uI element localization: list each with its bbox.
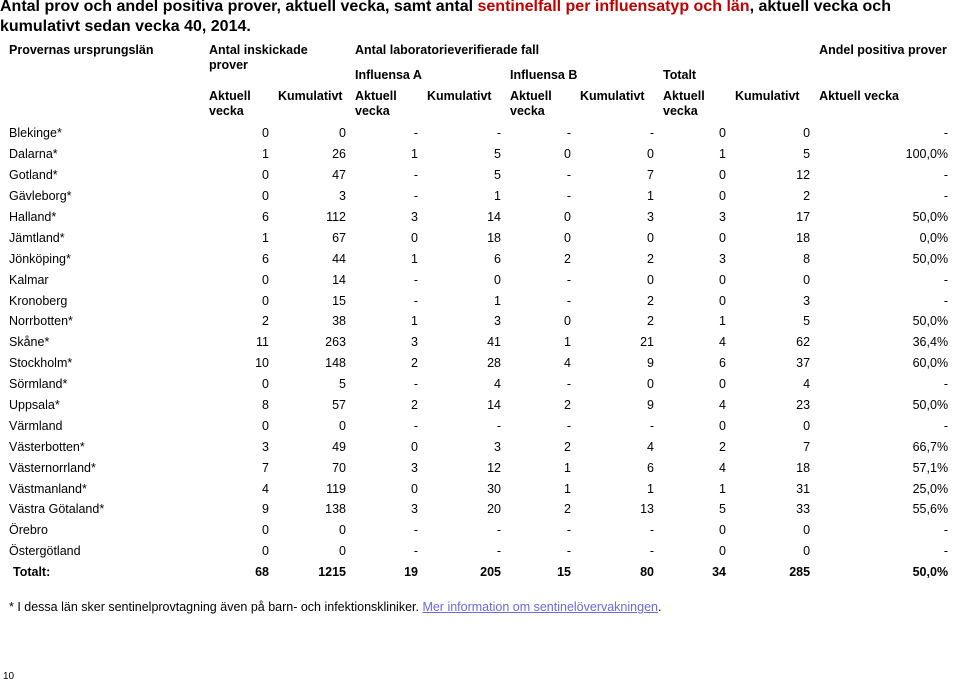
value-cell: 2 xyxy=(262,314,269,329)
title-text: Antal prov och andel positiva prover, aktuell vecka, samt antal xyxy=(0,0,478,15)
table-row xyxy=(5,332,953,353)
header-empty xyxy=(5,89,205,124)
value-cell: - xyxy=(413,168,418,183)
value-cell: 1 xyxy=(564,335,571,350)
value-cell: - xyxy=(413,189,418,204)
value-cell: 4 xyxy=(719,335,726,350)
influenza-table xyxy=(4,42,953,584)
header-region: Provernas ursprungslän xyxy=(9,43,154,57)
region-cell: Stockholm* xyxy=(9,356,73,371)
value-cell: 20 xyxy=(487,502,501,517)
value-cell: - xyxy=(566,418,571,433)
value-cell: 0 xyxy=(262,272,269,287)
value-cell: 0 xyxy=(262,523,269,538)
value-cell: - xyxy=(413,377,418,392)
value-cell: 11 xyxy=(256,335,269,350)
value-cell: - xyxy=(649,418,654,433)
value-cell: 0 xyxy=(262,544,269,559)
value-cell: 4 xyxy=(803,377,811,392)
value-cell: 1 xyxy=(262,147,269,162)
value-cell: 57 xyxy=(332,398,346,413)
value-cell: 2 xyxy=(719,439,726,454)
value-cell: 50,0% xyxy=(912,398,949,413)
value-cell: 2 xyxy=(411,398,418,413)
value-cell: 66,7% xyxy=(912,439,949,454)
value-cell: 2 xyxy=(647,293,654,308)
subheader-aktuell-vecka: Aktuell vecka xyxy=(510,89,552,118)
value-cell: 18 xyxy=(487,230,501,245)
page-title xyxy=(0,0,960,37)
value-cell: 0 xyxy=(719,523,726,538)
value-cell: 28 xyxy=(487,356,501,371)
page-number: 10 xyxy=(3,671,15,682)
region-cell: Totalt: xyxy=(5,562,205,583)
value-cell: 1 xyxy=(719,147,726,162)
value-cell: 17 xyxy=(796,210,811,224)
subheader-row xyxy=(5,89,953,124)
header-positive-share: Andel positiva prover xyxy=(819,43,947,57)
value-cell: 2 xyxy=(803,189,811,204)
value-cell: - xyxy=(413,272,418,287)
value-cell: 0 xyxy=(803,523,811,538)
value-cell: - xyxy=(413,418,418,433)
value-cell: 1 xyxy=(719,481,726,496)
value-cell: 0 xyxy=(719,168,726,183)
value-cell: 2 xyxy=(564,502,571,517)
value-cell: 57,1% xyxy=(912,460,949,475)
value-cell: 4 xyxy=(647,439,654,454)
region-cell: Örebro xyxy=(9,523,48,538)
value-cell: 3 xyxy=(647,210,654,224)
table-row xyxy=(5,458,953,479)
value-cell: 50,0% xyxy=(912,251,949,266)
table-row xyxy=(5,207,953,228)
value-cell: 1 xyxy=(564,481,571,496)
region-cell: Blekinge* xyxy=(9,126,62,141)
value-cell: 7 xyxy=(647,168,654,183)
value-cell: 0 xyxy=(564,147,571,162)
value-cell: - xyxy=(566,544,571,559)
value-cell: 3 xyxy=(719,210,726,224)
region-cell: Jönköping* xyxy=(9,251,71,266)
value-cell: 7 xyxy=(803,439,811,454)
subheader-kumulativt: Kumulativt xyxy=(427,89,492,103)
value-cell: - xyxy=(943,272,949,287)
value-cell: - xyxy=(413,126,418,141)
table-row xyxy=(5,270,953,291)
region-cell: Dalarna* xyxy=(9,147,58,162)
value-cell: - xyxy=(943,168,949,183)
value-cell: 2 xyxy=(564,251,571,266)
subheader-kumulativt: Kumulativt xyxy=(735,89,800,103)
value-cell: 33 xyxy=(796,502,811,517)
value-cell: - xyxy=(566,126,571,141)
value-cell: 55,6% xyxy=(912,502,949,517)
region-cell: Skåne* xyxy=(9,335,50,350)
value-cell: 31 xyxy=(796,481,811,496)
value-cell: 0 xyxy=(262,293,269,308)
value-cell: 21 xyxy=(640,335,654,350)
value-cell: 0 xyxy=(564,314,571,329)
value-cell: 2 xyxy=(564,398,571,413)
value-cell: 19 xyxy=(351,562,423,583)
value-cell: - xyxy=(566,523,571,538)
value-cell: 12 xyxy=(487,460,501,475)
title-highlight: sentinelfall per influensatyp och län xyxy=(477,0,750,15)
value-cell: 4 xyxy=(262,481,269,496)
value-cell: 0 xyxy=(647,272,654,287)
subheader-aktuell-vecka: Aktuell vecka xyxy=(355,89,397,118)
value-cell: 205 xyxy=(423,562,506,583)
table-row xyxy=(5,144,953,165)
value-cell: 1 xyxy=(494,293,501,308)
table-row xyxy=(5,500,953,521)
value-cell: 5 xyxy=(339,377,346,392)
value-cell: 0 xyxy=(647,147,654,162)
region-cell: Värmland xyxy=(9,418,63,433)
value-cell: 0 xyxy=(339,126,346,141)
value-cell: 49 xyxy=(332,439,346,454)
value-cell: 3 xyxy=(803,293,811,308)
value-cell: 0 xyxy=(262,418,269,433)
value-cell: 0 xyxy=(803,126,811,141)
value-cell: 0 xyxy=(339,523,346,538)
subheader-kumulativt: Kumulativt xyxy=(278,89,343,103)
value-cell: 1 xyxy=(494,189,501,204)
value-cell: - xyxy=(649,126,654,141)
value-cell: 3 xyxy=(411,210,418,224)
value-cell: 112 xyxy=(326,210,346,224)
value-cell: - xyxy=(566,293,571,308)
table-row xyxy=(5,312,953,333)
value-cell: 0 xyxy=(262,168,269,183)
table-row xyxy=(5,186,953,207)
value-cell: 138 xyxy=(325,502,346,517)
value-cell: - xyxy=(496,418,501,433)
table-row xyxy=(5,416,953,437)
value-cell: 0 xyxy=(262,377,269,392)
value-cell: 5 xyxy=(803,147,811,162)
value-cell: 2 xyxy=(411,356,418,371)
value-cell: 8 xyxy=(262,398,269,413)
value-cell: - xyxy=(943,189,949,204)
region-cell: Västerbotten* xyxy=(9,439,85,454)
region-cell: Västmanland* xyxy=(9,481,87,496)
value-cell: 9 xyxy=(262,502,269,517)
value-cell: 0 xyxy=(411,481,418,496)
value-cell: 0 xyxy=(803,544,811,559)
value-cell: 38 xyxy=(332,314,346,329)
value-cell: 0 xyxy=(719,272,726,287)
value-cell: - xyxy=(649,523,654,538)
value-cell: - xyxy=(943,544,949,559)
region-cell: Västernorrland* xyxy=(9,460,96,475)
value-cell: 3 xyxy=(411,335,418,350)
value-cell: 67 xyxy=(332,230,346,245)
value-cell: 0 xyxy=(719,544,726,559)
value-cell: - xyxy=(496,126,501,141)
value-cell: 4 xyxy=(494,377,501,392)
value-cell: 25,0% xyxy=(912,481,949,496)
value-cell: 0 xyxy=(564,230,571,245)
value-cell: 2 xyxy=(647,251,654,266)
value-cell: 60,0% xyxy=(912,356,949,371)
value-cell: 18 xyxy=(796,460,811,475)
value-cell: 8 xyxy=(803,251,811,266)
value-cell: 44 xyxy=(332,251,346,266)
value-cell: 148 xyxy=(325,356,346,371)
value-cell: 119 xyxy=(326,481,346,496)
value-cell: 14 xyxy=(487,398,501,413)
subheader-aktuell-vecka: Aktuell vecka xyxy=(209,89,251,118)
value-cell: 0 xyxy=(719,126,726,141)
value-cell: 0 xyxy=(647,230,654,245)
region-cell: Östergötland xyxy=(9,544,81,559)
region-cell: Gävleborg* xyxy=(9,189,72,204)
value-cell: 3 xyxy=(494,314,501,329)
header-submitted: Antal inskickade prover xyxy=(209,43,308,72)
value-cell: 2 xyxy=(647,314,654,329)
value-cell: 6 xyxy=(262,210,269,224)
value-cell: 5 xyxy=(494,147,501,162)
value-cell: 30 xyxy=(487,481,501,496)
value-cell: 15 xyxy=(506,562,576,583)
value-cell: 0 xyxy=(339,544,346,559)
value-cell: 13 xyxy=(640,502,654,517)
value-cell: - xyxy=(943,418,949,433)
value-cell: 1 xyxy=(262,230,269,245)
region-cell: Sörmland* xyxy=(9,377,68,392)
value-cell: 6 xyxy=(494,251,501,266)
table-row xyxy=(5,541,953,562)
value-cell: 15 xyxy=(332,293,346,308)
subheader-aktuell-vecka: Aktuell vecka xyxy=(663,89,705,118)
value-cell: 3 xyxy=(494,439,501,454)
region-cell: Halland* xyxy=(9,210,57,224)
value-cell: 14 xyxy=(332,272,346,287)
region-cell: Västra Götaland* xyxy=(9,502,105,517)
footnote-text: * I dessa län sker sentinelprovtagning även på barn- och infektionskliniker. xyxy=(9,600,423,614)
value-cell: 4 xyxy=(564,356,571,371)
table-row xyxy=(5,228,953,249)
value-cell: - xyxy=(943,126,949,141)
value-cell: 3 xyxy=(339,189,346,204)
value-cell: 23 xyxy=(796,398,811,413)
value-cell: 9 xyxy=(647,398,654,413)
value-cell: 5 xyxy=(803,314,811,329)
value-cell: 0 xyxy=(719,230,726,245)
table-row xyxy=(5,374,953,395)
value-cell: 18 xyxy=(796,230,811,245)
value-cell: 70 xyxy=(332,460,346,475)
value-cell: - xyxy=(413,544,418,559)
value-cell: 6 xyxy=(647,460,654,475)
header-influensa-b: Influensa B xyxy=(510,68,578,82)
value-cell: 10 xyxy=(255,356,269,371)
value-cell: 1 xyxy=(719,314,726,329)
value-cell: 14 xyxy=(487,210,501,224)
value-cell: 285 xyxy=(731,562,815,583)
header-lab-verified: Antal laboratorieverifierade fall xyxy=(355,43,540,57)
value-cell: 9 xyxy=(647,356,654,371)
table-row xyxy=(5,124,953,145)
table-row xyxy=(5,353,953,374)
value-cell: - xyxy=(496,544,501,559)
value-cell: 0 xyxy=(719,189,726,204)
value-cell: 26 xyxy=(332,147,346,162)
header-influensa-a: Influensa A xyxy=(355,68,422,82)
value-cell: 0 xyxy=(262,126,269,141)
value-cell: 0 xyxy=(494,272,501,287)
value-cell: 0 xyxy=(564,210,571,224)
value-cell: 47 xyxy=(332,168,346,183)
value-cell: - xyxy=(566,272,571,287)
region-cell: Kronoberg xyxy=(9,293,68,308)
value-cell: - xyxy=(649,544,654,559)
value-cell: 0 xyxy=(262,189,269,204)
value-cell: 0 xyxy=(411,439,418,454)
value-cell: 34 xyxy=(659,562,731,583)
value-cell: 6 xyxy=(719,356,726,371)
value-cell: 0 xyxy=(411,230,418,245)
region-cell: Uppsala* xyxy=(9,398,60,413)
table-row xyxy=(5,291,953,312)
footnote-end: . xyxy=(657,600,662,614)
value-cell: 1 xyxy=(411,147,418,162)
value-cell: - xyxy=(413,523,418,538)
value-cell: 0 xyxy=(719,293,726,308)
value-cell: 62 xyxy=(796,335,811,350)
subheader-kumulativt: Kumulativt xyxy=(580,89,645,103)
value-cell: 0,0% xyxy=(919,230,949,245)
region-cell: Norrbotten* xyxy=(9,314,73,329)
region-cell: Kalmar xyxy=(9,272,49,287)
value-cell: - xyxy=(943,293,949,308)
footnote xyxy=(9,600,661,614)
region-cell: Jämtland* xyxy=(9,230,65,245)
value-cell: 12 xyxy=(796,168,811,183)
table-body xyxy=(5,124,953,584)
value-cell: 0 xyxy=(803,418,811,433)
value-cell: 5 xyxy=(494,168,501,183)
value-cell: - xyxy=(566,377,571,392)
value-cell: 100,0% xyxy=(905,147,949,162)
value-cell: 0 xyxy=(719,418,726,433)
value-cell: 80 xyxy=(576,562,659,583)
value-cell: 37 xyxy=(796,356,811,371)
value-cell: 1 xyxy=(647,481,654,496)
value-cell: - xyxy=(496,523,501,538)
value-cell: 5 xyxy=(719,502,726,517)
value-cell: 50,0% xyxy=(815,562,953,583)
region-cell: Gotland* xyxy=(9,168,58,183)
value-cell: 1215 xyxy=(274,562,351,583)
value-cell: 1 xyxy=(564,460,571,475)
value-cell: 3 xyxy=(411,502,418,517)
value-cell: - xyxy=(566,168,571,183)
table-row xyxy=(5,437,953,458)
value-cell: - xyxy=(943,377,949,392)
value-cell: 1 xyxy=(411,314,418,329)
value-cell: 4 xyxy=(719,398,726,413)
total-row xyxy=(5,562,953,583)
value-cell: 0 xyxy=(803,272,811,287)
value-cell: 4 xyxy=(719,460,726,475)
value-cell: 68 xyxy=(205,562,274,583)
value-cell: 50,0% xyxy=(912,210,949,224)
title-text-end: , aktuell vecka och kumulativt sedan vecka 40, 2014. xyxy=(0,0,891,35)
value-cell: 0 xyxy=(647,377,654,392)
value-cell: 0 xyxy=(339,418,346,433)
table-row xyxy=(5,165,953,186)
table-row xyxy=(5,249,953,270)
table-row xyxy=(5,479,953,500)
table-row xyxy=(5,520,953,541)
value-cell: 50,0% xyxy=(912,314,949,329)
table-row xyxy=(5,395,953,416)
value-cell: 7 xyxy=(262,460,269,475)
value-cell: 1 xyxy=(411,251,418,266)
sentinel-info-link[interactable]: Mer information om sentinelövervakningen xyxy=(422,600,658,614)
value-cell: 3 xyxy=(719,251,726,266)
value-cell: 3 xyxy=(262,439,269,454)
value-cell: - xyxy=(943,523,949,538)
value-cell: 2 xyxy=(564,439,571,454)
value-cell: - xyxy=(566,189,571,204)
value-cell: 41 xyxy=(487,335,501,350)
header-totalt: Totalt xyxy=(663,68,697,82)
value-cell: 263 xyxy=(325,335,346,350)
value-cell: - xyxy=(413,293,418,308)
value-cell: 0 xyxy=(719,377,726,392)
subheader-aktuell-vecka: Aktuell vecka xyxy=(819,89,899,103)
value-cell: 6 xyxy=(262,251,269,266)
value-cell: 3 xyxy=(411,460,418,475)
value-cell: 1 xyxy=(647,189,654,204)
value-cell: 36,4% xyxy=(912,335,949,350)
